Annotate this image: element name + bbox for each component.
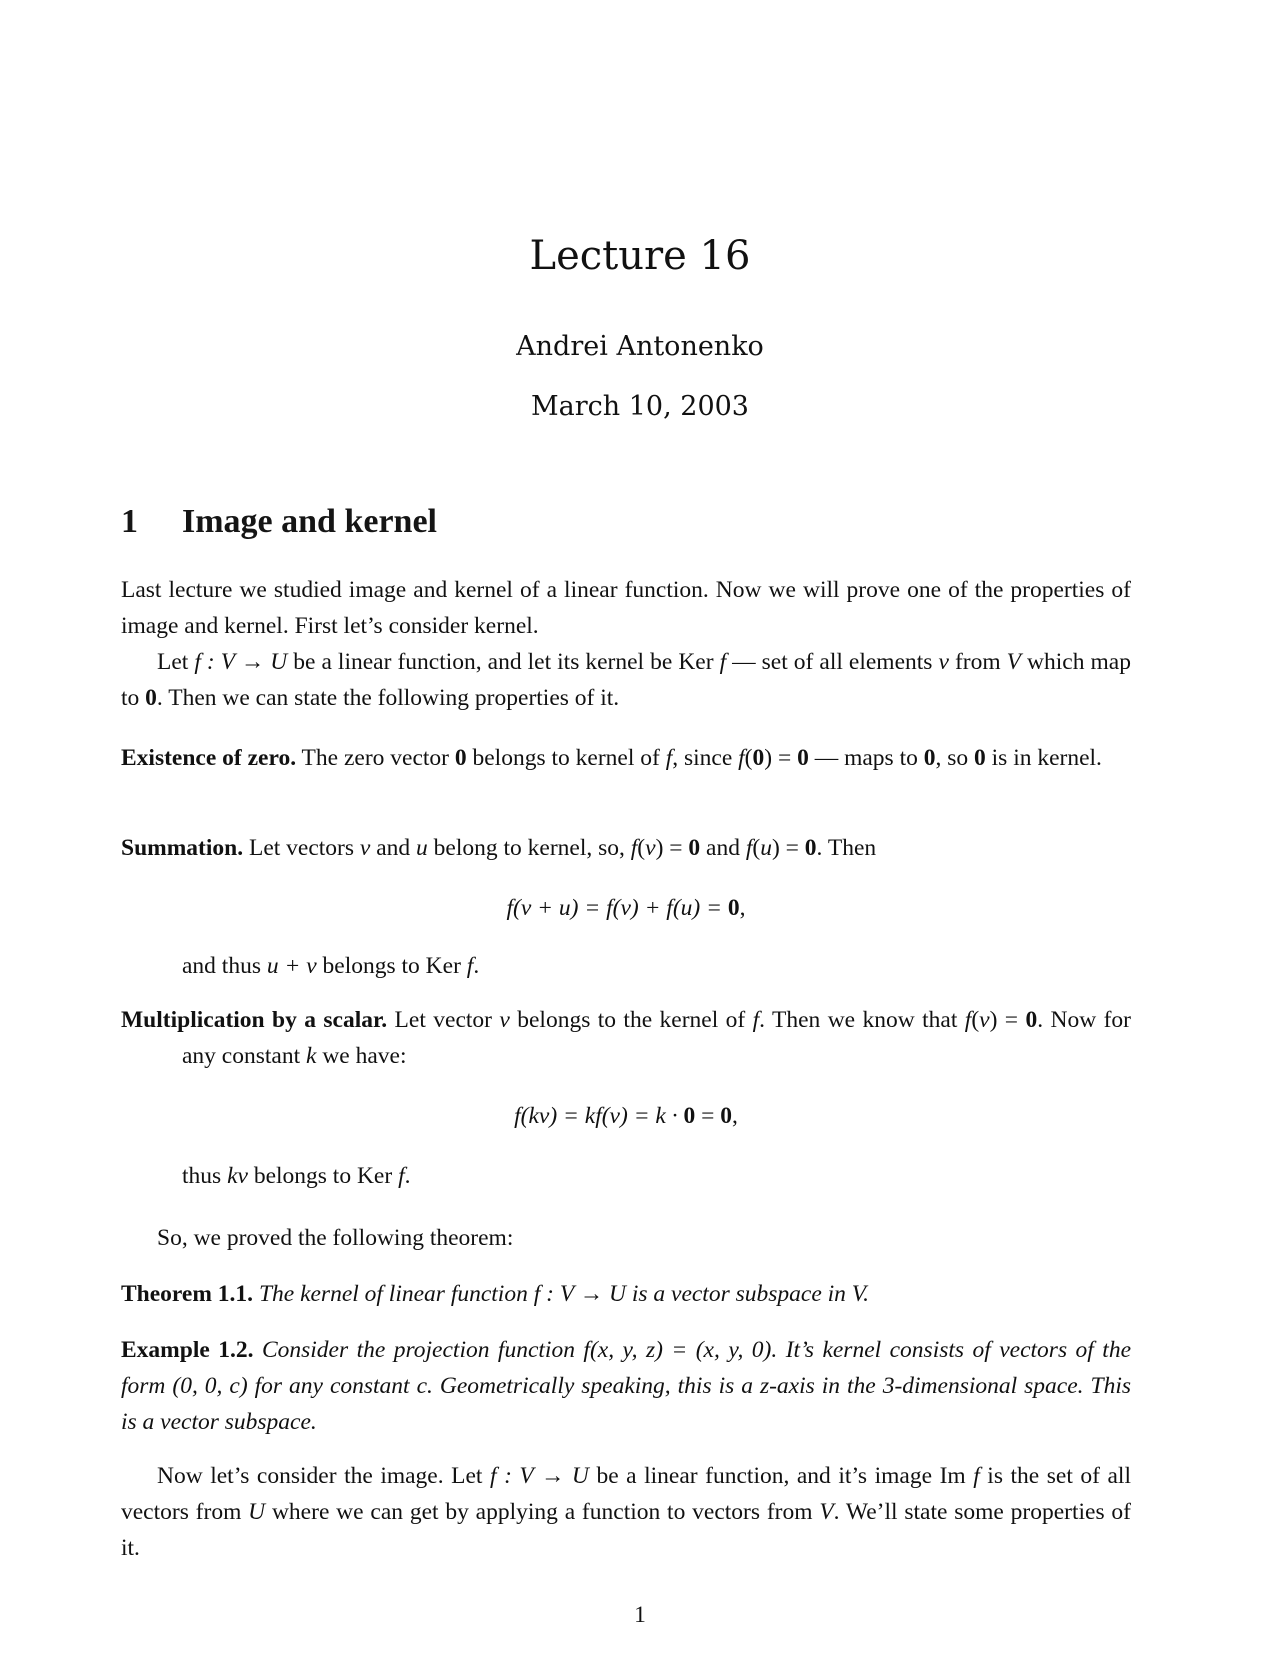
example-label: Example 1.2. bbox=[121, 1337, 254, 1363]
property-summation-text bbox=[121, 830, 1131, 866]
multiplication-equation bbox=[121, 1098, 1131, 1134]
theorem-label: Theorem 1.1. bbox=[121, 1281, 254, 1307]
math-run: u bbox=[416, 835, 428, 861]
intro-block bbox=[121, 572, 1131, 716]
bold-zero: 0 bbox=[923, 745, 936, 771]
bold-zero: 0 bbox=[727, 895, 740, 921]
math-run: f bbox=[738, 745, 745, 771]
theorem-body: The kernel of linear function f : V → U is a vector subspace in V. bbox=[253, 1281, 869, 1307]
text-run: Let vectors bbox=[243, 835, 360, 861]
example-body: Consider the projection function f(x, y, z) = (x, y, 0). It’s kernel consists of vectors of the form (0, 0, c) for any constant c. Geometrically speaking, this is a z-axis in the 3-dimensional space. This is a vector subspace. bbox=[121, 1337, 1132, 1435]
text-run: ) = bbox=[989, 1007, 1026, 1033]
summation-equation bbox=[121, 890, 1131, 926]
example-text bbox=[121, 1332, 1131, 1440]
proved-text: So, we proved the following theorem: bbox=[157, 1225, 514, 1251]
document-author: Andrei Antonenko bbox=[516, 331, 764, 362]
bold-zero: 0 bbox=[797, 745, 809, 771]
property-zero-text bbox=[121, 740, 1131, 776]
page-number: 1 bbox=[634, 1602, 646, 1628]
math-run: f bbox=[719, 649, 727, 675]
math-run: v bbox=[979, 1007, 990, 1033]
property-zero bbox=[121, 740, 1131, 776]
text-run: ) = bbox=[771, 835, 805, 861]
bold-zero: 0 bbox=[804, 835, 817, 861]
text-run: . Then we know that bbox=[759, 1007, 965, 1033]
math-run: k bbox=[306, 1043, 317, 1069]
math-run: f bbox=[964, 1007, 972, 1033]
math-run: v bbox=[499, 1007, 510, 1033]
text-run: ( bbox=[744, 745, 753, 771]
math-run: v bbox=[359, 835, 371, 861]
text-run: The zero vector bbox=[296, 745, 455, 771]
text-run: — maps to bbox=[808, 745, 924, 771]
theorem-block bbox=[121, 1276, 1131, 1312]
intro-paragraph-2 bbox=[121, 644, 1131, 716]
text-run: thus bbox=[182, 1163, 228, 1189]
math-run: V bbox=[819, 1499, 834, 1525]
text-run: ) = bbox=[655, 835, 689, 861]
text-run: , so bbox=[935, 745, 975, 771]
math-run: f(v + u) = f(v) + f(u) = bbox=[506, 895, 728, 921]
text-run: ) = bbox=[764, 745, 798, 771]
theorem-text bbox=[121, 1276, 1131, 1312]
text-run: be a linear function, and let its kernel be Ker bbox=[287, 649, 720, 675]
text-run: . bbox=[473, 953, 480, 979]
text-run: Let vector bbox=[387, 1007, 500, 1033]
text-run: Let bbox=[157, 649, 195, 675]
text-run: ( bbox=[971, 1007, 980, 1033]
math-run: f bbox=[398, 1163, 405, 1189]
text-run: we have: bbox=[316, 1043, 407, 1069]
text-run: and bbox=[370, 835, 417, 861]
math-run: f : V → U bbox=[490, 1463, 589, 1489]
text-run: belongs to kernel of bbox=[466, 745, 666, 771]
math-run: u bbox=[760, 835, 772, 861]
text-run: belongs to Ker bbox=[316, 953, 467, 979]
text-run: . bbox=[404, 1163, 411, 1189]
summation-conclusion-text bbox=[121, 948, 1131, 984]
bold-zero: 0 bbox=[454, 745, 467, 771]
math-run: f bbox=[466, 953, 474, 979]
math-run: u + v bbox=[266, 953, 317, 979]
text-run: ( bbox=[752, 835, 761, 861]
text-run: and thus bbox=[182, 953, 267, 979]
bold-zero: 0 bbox=[1025, 1007, 1038, 1033]
bold-zero: 0 bbox=[145, 685, 157, 711]
math-run: v bbox=[645, 835, 656, 861]
text-run: . Then bbox=[816, 835, 877, 861]
multiplication-conclusion bbox=[121, 1158, 1131, 1194]
property-label: Summation. bbox=[121, 835, 244, 861]
summation-conclusion bbox=[121, 948, 1131, 984]
text-run: . Now for any constant bbox=[182, 1007, 1131, 1069]
text-run: . Then we can state the following properties of it. bbox=[156, 685, 620, 711]
text-run: is the set of all vectors from bbox=[121, 1463, 1131, 1525]
math-run: f(kv) = kf(v) = k · bbox=[514, 1103, 684, 1129]
intro-paragraph-1: Last lecture we studied image and kernel of a linear function. Now we will prove one of the properties of image and kernel. First let’s consider kernel. bbox=[121, 577, 1131, 639]
text-run: , bbox=[739, 895, 746, 921]
text-run: , since bbox=[672, 745, 739, 771]
math-run: V bbox=[1006, 649, 1022, 675]
display-equation bbox=[121, 890, 1131, 926]
image-paragraph bbox=[121, 1458, 1131, 1566]
text-run: be a linear function, and it’s image Im bbox=[588, 1463, 974, 1489]
text-run: belongs to Ker bbox=[247, 1163, 399, 1189]
text-run: Now let’s consider the image. Let bbox=[157, 1463, 490, 1489]
bold-zero: 0 bbox=[974, 745, 986, 771]
image-paragraph-text bbox=[121, 1458, 1131, 1566]
property-label: Multiplication by a scalar. bbox=[121, 1007, 388, 1033]
bold-zero: 0 bbox=[720, 1103, 732, 1129]
text-run: belong to kernel, so, bbox=[427, 835, 631, 861]
text-run: ( bbox=[637, 835, 646, 861]
section-title: Image and kernel bbox=[182, 503, 437, 540]
document-date: March 10, 2003 bbox=[531, 391, 749, 422]
bold-zero: 0 bbox=[683, 1103, 696, 1129]
math-run: f bbox=[630, 835, 638, 861]
bold-zero: 0 bbox=[688, 835, 701, 861]
text-run: — set of all elements bbox=[726, 649, 939, 675]
math-run: f bbox=[752, 1007, 760, 1033]
text-run: . We’ll state some properties of it. bbox=[121, 1499, 1131, 1561]
text-run: , bbox=[732, 1103, 738, 1129]
multiplication-conclusion-text bbox=[121, 1158, 1131, 1194]
property-multiplication-text bbox=[121, 1002, 1131, 1074]
math-run: U bbox=[248, 1499, 266, 1525]
math-run: f : V → U bbox=[194, 649, 288, 675]
math-run: kv bbox=[227, 1163, 248, 1189]
math-run: v bbox=[938, 649, 949, 675]
property-summation bbox=[121, 830, 1131, 866]
text-run: and bbox=[700, 835, 746, 861]
text-run: belongs to the kernel of bbox=[509, 1007, 753, 1033]
text-run: = bbox=[695, 1103, 721, 1129]
example-block bbox=[121, 1332, 1131, 1440]
text-run: is in kernel. bbox=[985, 745, 1102, 771]
display-equation bbox=[121, 1098, 1131, 1134]
proved-sentence bbox=[121, 1220, 1131, 1256]
property-label: Existence of zero. bbox=[121, 745, 297, 771]
text-run: from bbox=[948, 649, 1007, 675]
property-multiplication bbox=[121, 1002, 1131, 1074]
section-heading bbox=[121, 500, 1131, 544]
math-run: f bbox=[665, 745, 673, 771]
math-run: f bbox=[973, 1463, 980, 1489]
section-number: 1 bbox=[121, 503, 138, 540]
text-run: which map to bbox=[121, 649, 1131, 711]
document-title: Lecture 16 bbox=[529, 233, 751, 279]
math-run: f bbox=[745, 835, 753, 861]
bold-zero: 0 bbox=[752, 745, 765, 771]
text-run: where we can get by applying a function to vectors from bbox=[265, 1499, 820, 1525]
